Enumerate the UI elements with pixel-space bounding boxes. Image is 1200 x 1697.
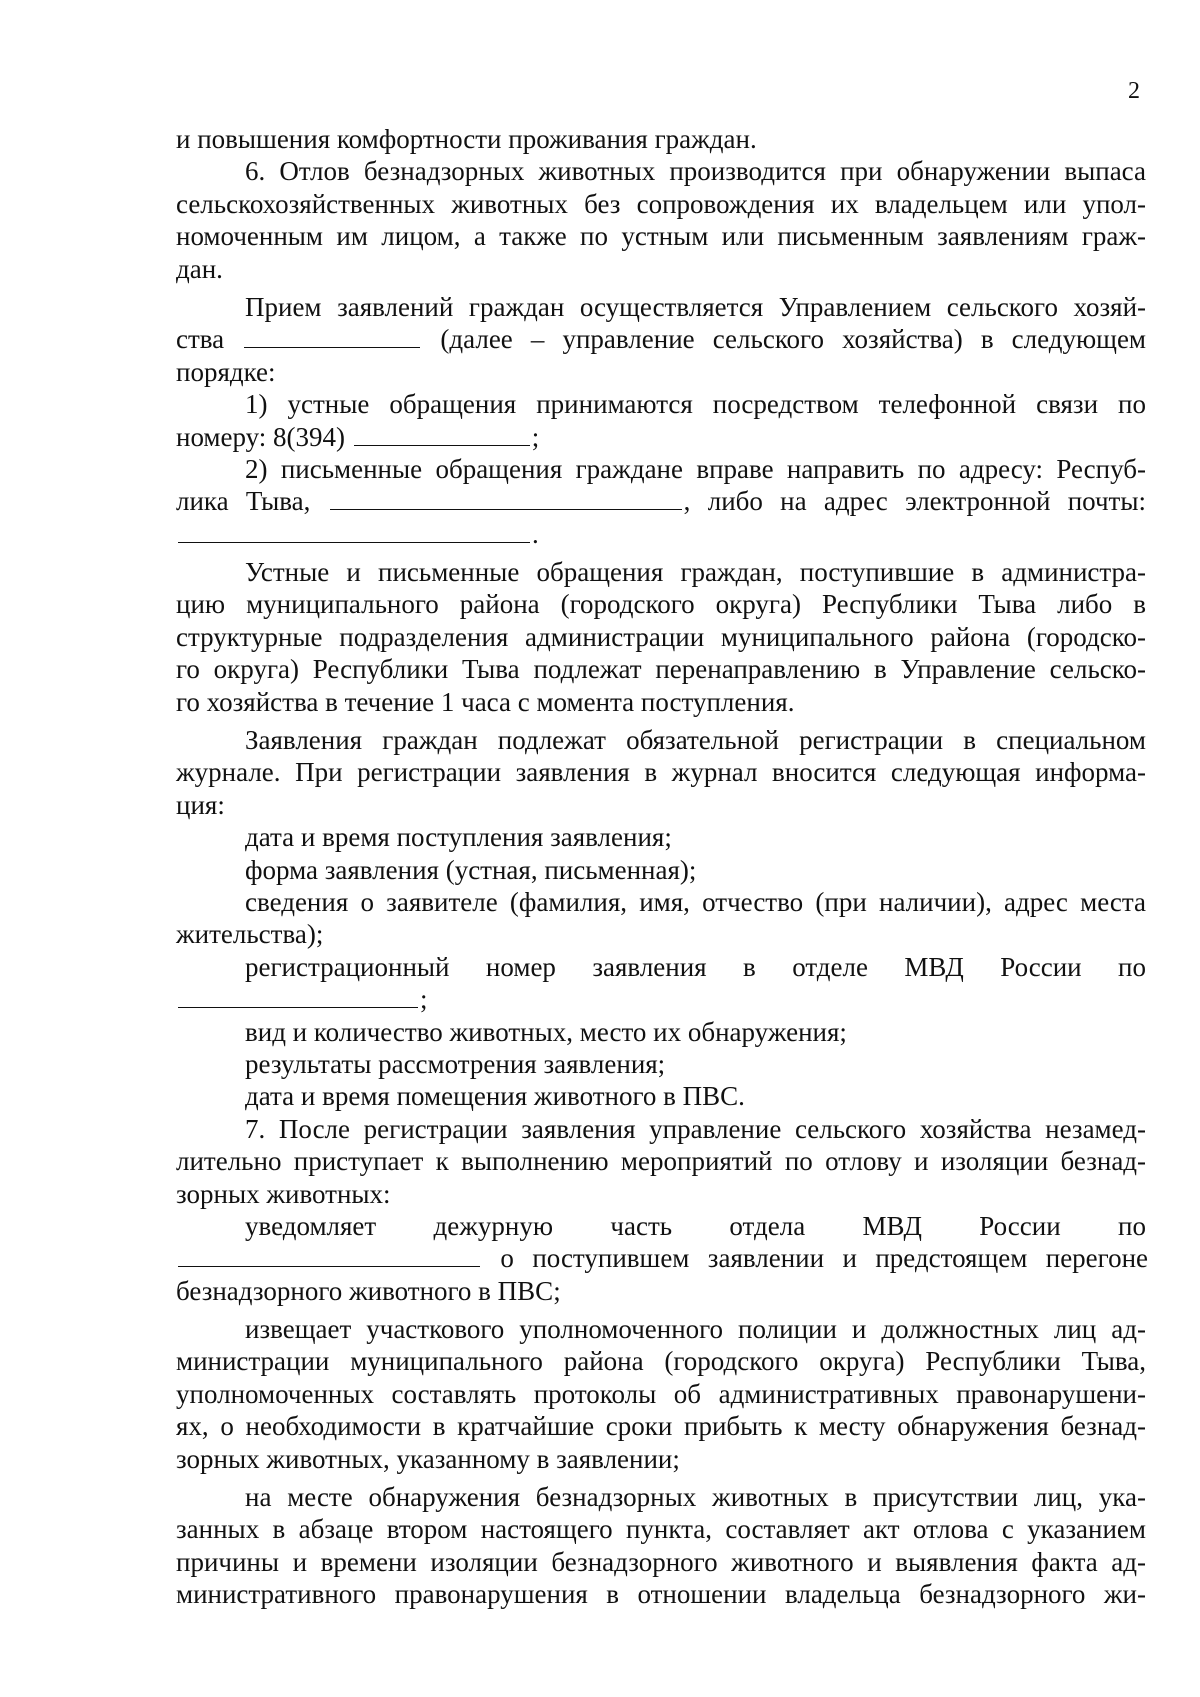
text-line: дата и время поступления заявления;	[245, 822, 672, 853]
text-line: форма заявления (устная, письменная);	[245, 854, 697, 885]
text-line: сельскохозяйственных животных без сопровождения их владельцем или упол-	[176, 188, 1147, 219]
text-fragment: , либо на адрес электронной почты:	[683, 486, 1146, 517]
text-line: извещает участкового уполномоченного полиции и должностных лиц ад-	[245, 1314, 1146, 1345]
text-line-with-blank	[176, 518, 1146, 550]
text-line: сведения о заявителе (фамилия, имя, отчество (при наличии), адрес места	[245, 886, 1146, 917]
text-line: журнале. При регистрации заявления в журнал вносится следующая информа-	[176, 757, 1146, 788]
blank-field-address	[330, 489, 682, 510]
blank-field-department	[244, 327, 420, 348]
text-line: ях, о необходимости в кратчайшие сроки прибыть к месту обнаружения безнад-	[176, 1411, 1146, 1442]
text-line: цию муниципального района (городского округа) Республики Тыва либо в	[176, 589, 1147, 620]
text-line: Заявления граждан подлежат обязательной регистрации в специальном	[245, 725, 1146, 756]
text-line: ция:	[176, 789, 225, 820]
text-line: безнадзорного животного в ПВС;	[176, 1275, 561, 1306]
text-line: регистрационный номер заявления в отделе МВД России по	[245, 951, 1146, 982]
page-number: 2	[1128, 78, 1140, 104]
text-line: Устные и письменные обращения граждан, поступившие в администра-	[245, 557, 1147, 588]
text-line: 7. После регистрации заявления управление сельского хозяйства незамед-	[245, 1113, 1147, 1144]
text-line: министративного правонарушения в отношении владельца безнадзорного жи-	[176, 1579, 1146, 1610]
text-line: лительно приступает к выполнению мероприятий по отлову и изоляции безнад-	[176, 1146, 1147, 1177]
text-line-with-blank	[176, 323, 1146, 355]
text-line-with-blank	[176, 1242, 1149, 1274]
text-fragment: ;	[531, 421, 540, 452]
text-fragment: о поступившем заявлении и предстоящем перегоне	[500, 1243, 1149, 1274]
text-line: структурные подразделения администрации муниципального района (городско-	[176, 621, 1146, 652]
text-line: 1) устные обращения принимаются посредством телефонной связи по	[245, 389, 1146, 420]
text-line: жительства);	[176, 919, 324, 950]
text-line: уполномоченных составлять протоколы об административных правонарушени-	[176, 1378, 1146, 1409]
text-line: уведомляет дежурную часть отдела МВД России по	[245, 1210, 1146, 1241]
document-body	[176, 123, 1149, 1611]
text-line: занных в абзаце втором настоящего пункта, составляет акт отлова с указанием	[176, 1514, 1146, 1545]
text-line-with-blank	[176, 485, 1146, 517]
text-fragment: (далее – управление сельского хозяйства) в следующем	[440, 324, 1147, 355]
text-line: го округа) Республики Тыва подлежат перенаправлению в Управление сельско-	[176, 654, 1146, 685]
blank-field-email	[178, 522, 530, 543]
text-fragment: лика Тыва,	[176, 486, 311, 517]
text-fragment: номеру: 8(394)	[176, 421, 346, 452]
text-fragment: .	[532, 518, 539, 549]
text-line: результаты рассмотрения заявления;	[245, 1048, 666, 1079]
text-line-with-blank	[176, 983, 1146, 1015]
text-line: номоченным им лицом, а также по устным или письменным заявлениям граж-	[176, 221, 1147, 252]
text-line-with-blank	[176, 421, 1146, 453]
text-line: зорных животных:	[176, 1178, 391, 1209]
text-line: вид и количество животных, место их обнаружения;	[245, 1016, 847, 1047]
blank-field-mvd-2	[178, 1246, 480, 1267]
text-line: зорных животных, указанному в заявлении;	[176, 1443, 680, 1474]
text-line: порядке:	[176, 356, 276, 387]
text-line: причины и времени изоляции безнадзорного животного и выявления факта ад-	[176, 1546, 1146, 1577]
text-line: го хозяйства в течение 1 часа с момента поступления.	[176, 686, 795, 717]
text-line: министрации муниципального района (городского округа) Республики Тыва,	[176, 1346, 1147, 1377]
text-line: дан.	[176, 253, 223, 284]
blank-field-mvd	[178, 987, 418, 1008]
blank-field-phone	[354, 425, 530, 446]
text-line: Прием заявлений граждан осуществляется Управлением сельского хозяй-	[245, 291, 1147, 322]
text-line: 6. Отлов безнадзорных животных производится при обнаружении выпаса	[245, 156, 1146, 187]
text-line: и повышения комфортности проживания граждан.	[176, 124, 757, 154]
text-line: 2) письменные обращения граждане вправе направить по адресу: Респуб-	[245, 453, 1146, 484]
text-line: на месте обнаружения безнадзорных животных в присутствии лиц, ука-	[245, 1482, 1146, 1513]
text-line: дата и время помещения животного в ПВС.	[245, 1081, 745, 1112]
text-fragment: ства	[176, 324, 225, 355]
text-fragment: ;	[420, 984, 428, 1015]
